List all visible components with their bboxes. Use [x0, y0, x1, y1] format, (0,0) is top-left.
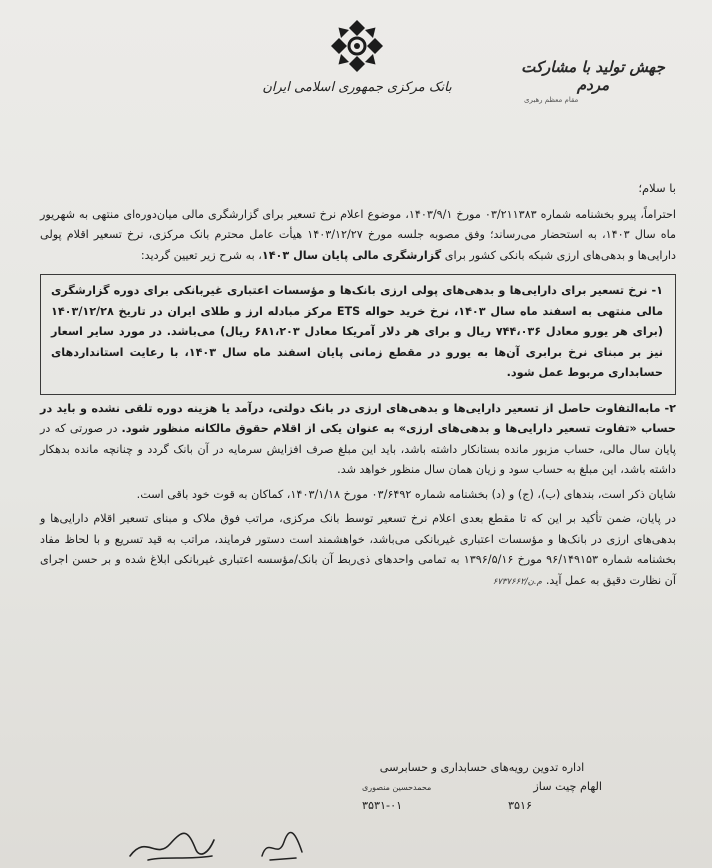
signatory-name-2: محمدحسین منصوری — [362, 783, 432, 792]
item-2 — [40, 399, 676, 481]
item-1 — [51, 281, 663, 384]
signatory-code-1: ۳۵۱۶ — [507, 799, 532, 812]
handwritten-signature-icon — [126, 826, 218, 864]
signatory-codes — [362, 796, 602, 814]
closing-text: در پایان، ضمن تأکید بر این که تا مقطع بعدی اعلام نرخ تسعیر توسط بانک مرکزی، مراتب فوق ملاک و مبنای تسعیر اقلام دارایی‌ها و بدهی‌های ارزی در بانک‌ها و مؤسسات اعتباری غیربانکی می‌باشد، خواهشمند است دستور فرمایند، مراتب به قید تسریع و با لحاظ مفاد بخشنامه شماره ۹۶/۱۴۹۱۵۳ مورخ ۱۳۹۶/۵/۱۶ به تمامی واحدهای ذی‌ربط آن بانک/مؤسسه اعتباری غیربانکی ابلاغ شده و بر حسن اجرای آن نظارت دقیق به عمل آید. — [40, 512, 677, 587]
intro-text: احتراماً، پیرو بخشنامه شماره ۰۳/۲۱۱۳۸۳ مورخ ۱۴۰۳/۹/۱، موضوع اعلام نرخ تسعیر برای گزارشگری مالی میان‌دوره‌ای منتهی به شهریور ماه سال ۱۴۰۳، به استحضار می‌رساند؛ وفق مصوبه جلسه مورخ ۱۴۰۳/۱۲/۲۷ هیأت عامل محترم بانک مرکزی، نرخ تسعیر اقلام پولی دارایی‌ها و بدهی‌های ارزی شبکه بانکی کشور برای — [40, 207, 676, 262]
letter-body — [40, 178, 676, 596]
signatory-name-1: الهام چیت ساز — [533, 780, 602, 793]
slogan-attribution: مقام معظم رهبری — [524, 96, 579, 104]
clauses-note: شایان ذکر است، بندهای (ب)، (ج) و (د) بخشنامه شماره ۰۳/۶۴۹۲ مورخ ۱۴۰۳/۱/۱۸، کماکان به قوت خود باقی است. — [136, 487, 676, 501]
item-2-lead: مابه‌التفاوت حاصل از تسعیر دارایی‌ها و بدهی‌های ارزی در بانک دولتی، درآمد یا هزینه دوره تلقی نشده و باید در حساب «تفاوت تسعیر دارایی‌ها و بدهی‌های ارزی» به عنوان یکی از اقلام حقوق مالکانه منظور شود. — [40, 401, 676, 435]
intro-bold: گزارشگری مالی پایان سال ۱۴۰۳ — [261, 248, 442, 262]
intro-tail: ، به شرح زیر تعیین گردید: — [140, 248, 262, 262]
bank-name: بانک مرکزی جمهوری اسلامی ایران — [262, 80, 452, 95]
intro-paragraph — [40, 205, 676, 267]
reference-tag: ۶۷۳۷۶۶۲/م.ن — [492, 576, 542, 587]
signatory-code-2: ۳۵۳۱-۰۱ — [362, 799, 403, 812]
letterhead — [0, 14, 712, 134]
closing-paragraph — [40, 509, 676, 592]
slogan-text: جهش تولید با مشارکت مردم — [521, 58, 665, 94]
slogan-block — [518, 58, 668, 104]
department-name: اداره تدوین رویه‌های حسابداری و حسابرسی — [379, 761, 585, 774]
signatory-names — [362, 777, 602, 796]
greeting: با سلام؛ — [638, 181, 676, 195]
item-2-number: ۲- — [664, 401, 676, 415]
signature-block — [362, 758, 602, 814]
item-1-text: نرخ تسعیر برای دارایی‌ها و بدهی‌های پولی ارزی بانک‌ها و مؤسسات اعتباری غیربانکی برای دوره گزارشگری مالی منتهی به اسفند ماه سال ۱۴۰۳، نرخ خرید حواله ETS مرکز مبادله ارز و طلای ایران در تاریخ ۱۴۰۳/۱۲/۲۸ (برای هر یورو معادل ۷۴۴،۰۳۶ ریال و برای هر دلار آمریکا معادل ۶۸۱،۲۰۳ ریال) می‌باشد. در مورد سایر اسعار نیز بر مبنای نرخ برابری آن‌ها به یورو در مقطع زمانی پایان اسفند ماه سال ۱۴۰۳، با رعایت استانداردهای حسابداری مربوط عمل شود. — [51, 284, 664, 379]
item-2-rest: در صورتی که در پایان سال مالی، حساب مزبور مانده بستانکار داشته باشد، باید این مبلغ صرف افزایش سرمایه در آن بانک گردد و چنانچه مانده بدهکار داشته باشد، این مبلغ به حساب سود و زیان همان سال منظور خواهد شد. — [40, 422, 676, 476]
bank-identity — [262, 18, 452, 95]
item-1-number: ۱- — [651, 284, 663, 297]
handwritten-initials-icon — [256, 830, 308, 864]
item-1-box — [40, 274, 676, 395]
central-bank-emblem-icon — [329, 18, 385, 74]
